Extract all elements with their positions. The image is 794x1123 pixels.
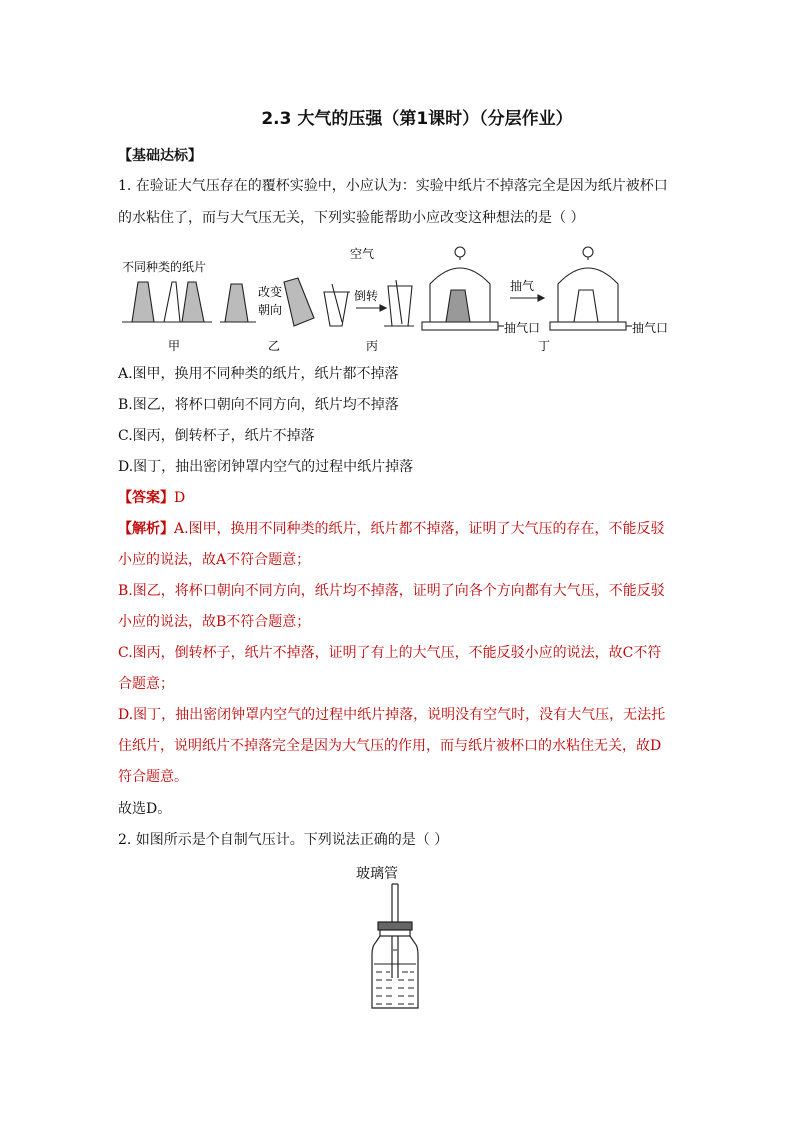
q1-conclusion: 故选D。	[118, 801, 172, 817]
answer-tag: 【答案】	[118, 490, 174, 506]
caption-jia: 甲	[168, 339, 181, 353]
caption-bing: 丙	[366, 339, 379, 353]
analysis-line-6: 合题意；	[118, 676, 174, 692]
label-outlet-left: 抽气口	[504, 321, 541, 335]
q1-figure	[118, 238, 678, 356]
analysis-line-7: D.图丁，抽出密闭钟罩内空气的过程中纸片掉落，说明没有空气时，没有大气压，无法托	[118, 707, 666, 723]
q1-option-c: C.图丙，倒转杯子，纸片不掉落	[118, 428, 315, 444]
label-papers: 不同种类的纸片	[122, 260, 207, 274]
analysis-line-1	[118, 519, 678, 539]
analysis-line-4: 小应的说法，故B不符合题意；	[118, 614, 311, 630]
q1-option-a: A.图甲，换用不同种类的纸片，纸片都不掉落	[118, 366, 399, 382]
label-air: 空气	[350, 247, 375, 261]
answer-value: D	[174, 490, 186, 506]
label-direction: 朝向	[258, 303, 283, 317]
label-change: 改变	[258, 285, 283, 299]
label-glass-tube: 玻璃管	[356, 866, 398, 882]
label-invert: 倒转	[354, 289, 379, 303]
caption-yi: 乙	[268, 339, 281, 353]
label-pump: 抽气	[510, 279, 535, 293]
analysis-line-2: 小应的说法，故A不符合题意；	[118, 552, 311, 568]
caption-ding: 丁	[538, 339, 551, 353]
q1-stem-line2: 的水粘住了，而与大气压无关，下列实验能帮助小应改变这种想法的是（ ）	[118, 210, 585, 226]
analysis-tag: 【解析】	[118, 521, 174, 537]
analysis-line-8: 住纸片，说明纸片不掉落完全是因为大气压的作用，而与纸片被杯口的水粘住无关，故D	[118, 738, 662, 754]
analysis-text-1: A.图甲，换用不同种类的纸片，纸片都不掉落，证明了大气压的存在，不能反驳	[174, 521, 665, 537]
page-title: 2.3 大气的压强（第1课时）（分层作业）	[261, 109, 573, 129]
q2-figure	[340, 858, 460, 1018]
q1-stem-line1: 1. 在验证大气压存在的覆杯实验中，小应认为：实验中纸片不掉落完全是因为纸片被杯口	[118, 178, 668, 194]
section-heading: 【基础达标】	[118, 148, 202, 164]
label-outlet-right: 抽气口	[632, 321, 669, 335]
q1-answer	[118, 488, 678, 508]
q1-option-d: D.图丁，抽出密闭钟罩内空气的过程中纸片掉落	[118, 459, 414, 475]
analysis-line-5: C.图丙，倒转杯子，纸片不掉落，证明了有上的大气压，不能反驳小应的说法，故C不符	[118, 645, 662, 661]
q2-stem: 2. 如图所示是个自制气压计。下列说法正确的是（ ）	[118, 832, 449, 848]
analysis-line-3: B.图乙，将杯口朝向不同方向，纸片均不掉落，证明了向各个方向都有大气压，不能反驳	[118, 583, 665, 599]
analysis-line-9: 符合题意。	[118, 769, 188, 785]
q1-option-b: B.图乙，将杯口朝向不同方向，纸片均不掉落	[118, 397, 399, 413]
